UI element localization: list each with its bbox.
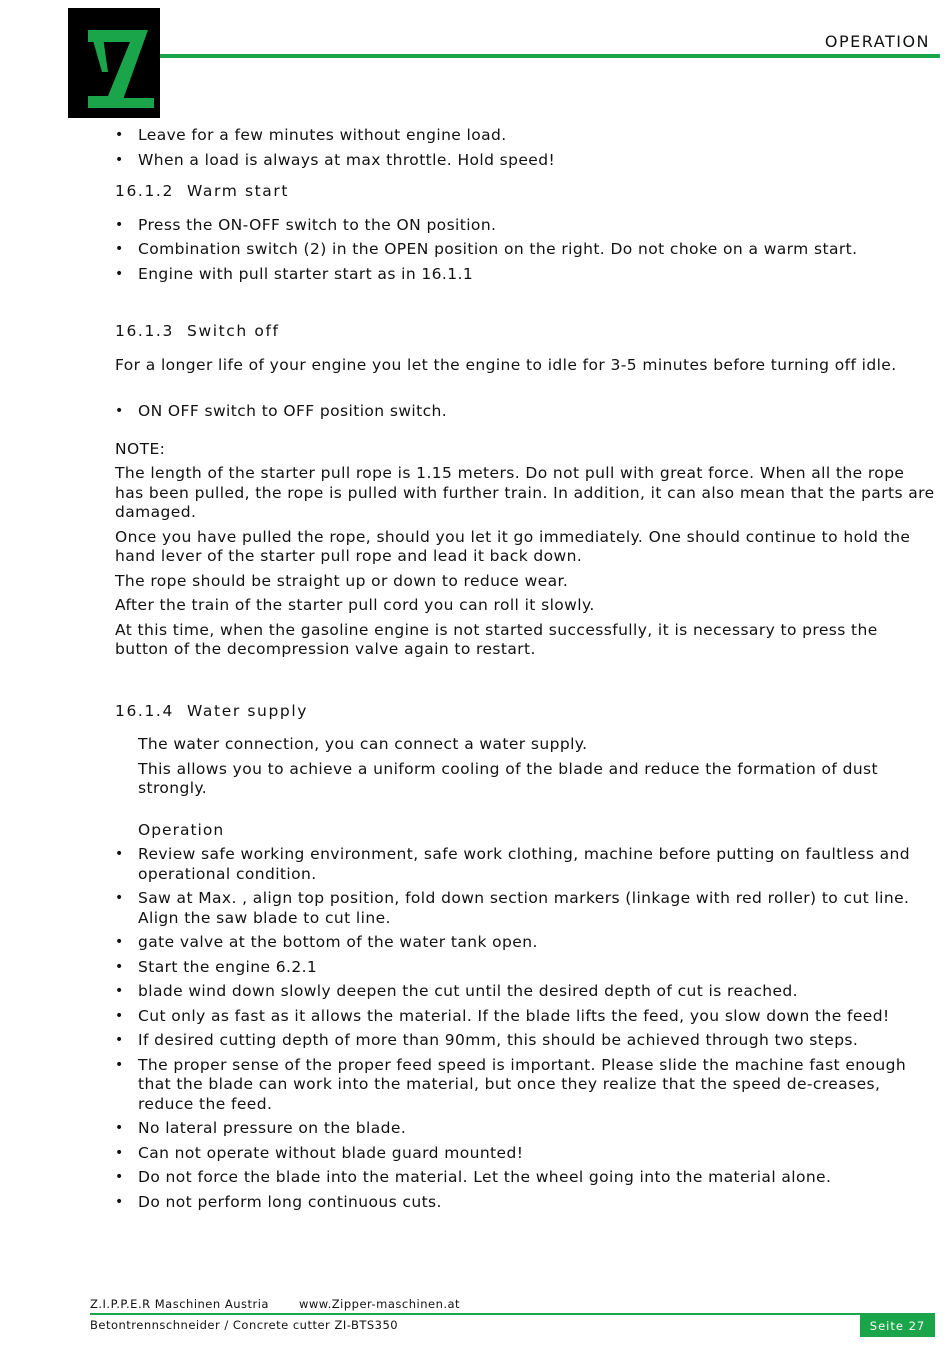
footer-company-line	[90, 1297, 460, 1311]
section-title: OPERATION	[824, 32, 930, 51]
list-item: • Leave for a few minutes without engine load.	[115, 126, 935, 146]
footer-company: Z.I.P.P.E.R Maschinen Austria	[90, 1297, 269, 1311]
note-paragraph: Once you have pulled the rope, should you let it go immediately. One should continue to hold the hand lever of the starter pull rope and lead it back down.	[115, 527, 911, 565]
switch-off-bullet-list	[115, 402, 935, 422]
header-rule	[160, 54, 940, 58]
zipper-z-logo-icon	[68, 8, 160, 118]
note-label: NOTE:	[115, 439, 166, 458]
list-item: • The proper sense of the proper feed speed is important. Please slide the machine fast enough that the blade can work into the material, but once they realize that the speed de-creases, reduce the feed.	[115, 1056, 935, 1115]
footer-product: Betontrennschneider / Concrete cutter ZI-BTS350	[90, 1318, 399, 1332]
note-paragraph: At this time, when the gasoline engine is not started successfully, it is necessary to press the button of the decompression valve again to restart.	[115, 620, 878, 658]
water-supply-paragraph: This allows you to achieve a uniform cooling of the blade and reduce the formation of dust strongly.	[138, 759, 879, 797]
operation-bullet-list	[115, 845, 935, 1212]
water-supply-paragraph: The water connection, you can connect a water supply.	[138, 735, 588, 753]
operation-label: Operation	[138, 820, 225, 839]
list-item: • Press the ON-OFF switch to the ON position.	[115, 216, 935, 236]
section-heading-water-supply	[115, 702, 935, 722]
note-paragraph: The length of the starter pull rope is 1.15 meters. Do not pull with great force. When all the rope has been pulled, the rope is pulled with further train. In addition, it can also mean that the parts are damaged.	[115, 464, 935, 521]
list-item: • gate valve at the bottom of the water tank open.	[115, 933, 935, 953]
list-item: • Start the engine 6.2.1	[115, 958, 935, 978]
section-heading-warm-start	[115, 182, 935, 202]
switch-off-paragraph: For a longer life of your engine you let the engine to idle for 3-5 minutes before turning off idle.	[115, 355, 897, 374]
zipper-logo	[68, 8, 160, 118]
footer-rule	[90, 1313, 935, 1315]
section-number: 16.1.2	[115, 182, 174, 200]
warm-start-bullet-list	[115, 216, 935, 285]
list-item: • Engine with pull starter start as in 16.1.1	[115, 265, 935, 285]
list-item: • Do not force the blade into the material. Let the wheel going into the material alone.	[115, 1168, 935, 1188]
section-heading-switch-off	[115, 322, 935, 342]
list-item: • Review safe working environment, safe work clothing, machine before putting on faultless and operational condition.	[115, 845, 935, 884]
list-item: • ON OFF switch to OFF position switch.	[115, 402, 935, 422]
list-item: • blade wind down slowly deepen the cut until the desired depth of cut is reached.	[115, 982, 935, 1002]
section-heading-text: Switch off	[187, 322, 280, 340]
page-number-badge: Seite 27	[860, 1315, 935, 1337]
note-paragraph: After the train of the starter pull cord you can roll it slowly.	[115, 596, 595, 614]
note-paragraph: The rope should be straight up or down to reduce wear.	[115, 571, 569, 590]
list-item: • If desired cutting depth of more than 90mm, this should be achieved through two steps.	[115, 1031, 935, 1051]
section-heading-text: Water supply	[187, 701, 309, 720]
list-item: • Saw at Max. , align top position, fold down section markers (linkage with red roller) to cut line. Align the saw blade to cut line.	[115, 889, 935, 928]
intro-bullet-list	[115, 126, 935, 170]
list-item: • When a load is always at max throttle. Hold speed!	[115, 151, 935, 171]
section-number: 16.1.4	[115, 701, 174, 720]
list-item: • No lateral pressure on the blade.	[115, 1119, 935, 1139]
section-number: 16.1.3	[115, 322, 174, 340]
list-item: • Can not operate without blade guard mounted!	[115, 1144, 935, 1164]
footer-url: www.Zipper-maschinen.at	[298, 1297, 461, 1311]
section-heading-text: Warm start	[187, 182, 290, 200]
list-item: • Do not perform long continuous cuts.	[115, 1193, 935, 1213]
list-item: • Cut only as fast as it allows the material. If the blade lifts the feed, you slow down the feed!	[115, 1007, 935, 1027]
page-content	[115, 126, 935, 1217]
list-item: • Combination switch (2) in the OPEN position on the right. Do not choke on a warm start.	[115, 240, 935, 260]
